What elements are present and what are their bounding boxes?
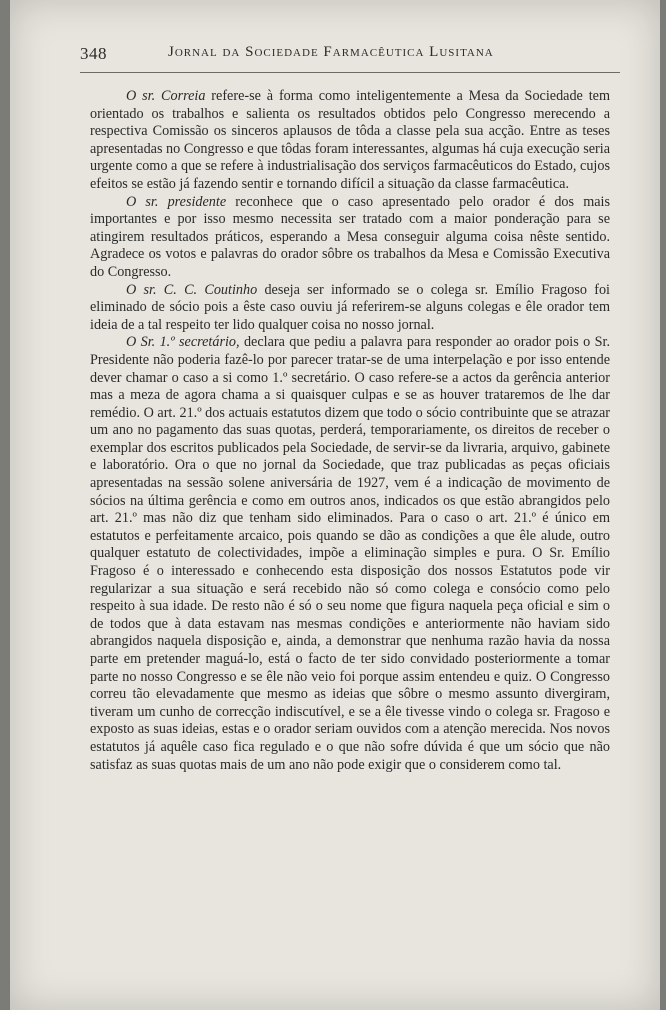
speaker-name: O sr. C. C. Coutinho	[126, 281, 258, 298]
speaker-name: O sr. Correia	[126, 88, 206, 104]
paragraph-text: reconhece que o caso apresentado pelo orador é dos mais importantes e por isso mesmo necessita ser tratado com a maior ponderação para se atingirem resultados práticos, esperando a Mesa conseguir alguma coisa nêste sentido. Agradece os votos e palavras do orador sôbre os trabalhos da Mesa e Comissão Executiva do Congresso.	[90, 193, 610, 280]
paragraph	[90, 194, 610, 282]
paragraph-text: deseja ser informado se o colega sr. Emílio Fragoso foi eliminado de sócio pois a êste caso ouviu já referirem-se alguns colegas e êle orador tem ideia de a tal respeito ter lido qualquer coisa no nosso jornal.	[90, 281, 610, 333]
speaker-name: O Sr. 1.º secretário,	[126, 334, 240, 351]
page-header	[80, 38, 620, 73]
document-page	[10, 0, 660, 1010]
speaker-name: O sr. presidente	[126, 193, 227, 210]
paragraph-text: refere-se à forma como inteligentemente a Mesa da Sociedade tem orientado os trabalhos e salienta os resultados obtidos pelo Congresso merecendo a respectiva Comissão os sinceros aplausos de tôda a classe pela sua acção. Entre as teses apresentadas no Congresso e que tôdas foram interessantes, algumas há cuja execução seria urgente como a que se refere à industrialisação dos serviços farmacêuticos do Estado, cujos efeitos se estão já fazendo sentir e tornando difícil a situação da classe farmacêutica.	[90, 88, 610, 192]
paragraph	[90, 88, 610, 194]
paragraph	[90, 334, 610, 774]
paragraph	[90, 282, 610, 335]
article-body	[90, 88, 610, 774]
journal-title: Jornal da Sociedade Farmacêutica Lusitana	[168, 44, 494, 60]
paragraph-text: declara que pediu a palavra para responder ao orador pois o Sr. Presidente não poderia fazê-lo por parecer tratar-se de uma interpelação e por isso entende dever chamar o caso a si como 1.º secretário. O caso refere-se a actos da gerência anterior mas a meza de agora chama a si quaisquer culpas e se as houver trataremos de lhe dar remédio. O art. 21.º dos actuais estatutos dizem que todo o sócio contribuinte que se atrazar um ano no pagamento das suas quotas, perderá, temporariamente, os direitos de receber o exemplar dos escritos publicados pela Sociedade, de servir-se da livraria, arquivo, gabinete e laboratório. Ora o que no jornal da Sociedade, que traz publicadas as peças oficiais apresentadas na sessão solene aniversária de 1927, vem é a indicação de movimento de sócios na última gerência e como em outros anos, indicados os que estão abrangidos pelo art. 21.º mas não diz que tenham sido eliminados. Para o caso o art. 21.º é único em estatutos e perfeitamente arcaico, pois quando se dão as condições a que êle alude, outro qualquer estatuto de colectividades, impõe a eliminação simples e pura. O Sr. Emílio Fragoso é o interessado e conhecendo esta disposição dos nossos Estatutos pode vir regularizar a sua situação e será recebido não só como colega e consócio como pelo respeito à sua idade. De resto não é só o seu nome que figura naquela peça oficial e sim o de todos que à data estavam nas mesmas condições e anteriormente não haviam sido abrangidos naquela disposição e, ainda, a demonstrar que nenhuma razão havia da nossa parte em pretender maguá-lo, está o facto de ter sido convidado posteriormente a tomar parte no nosso Congresso e se êle não veio foi porque assim entendeu e quiz. O Congresso correu tão elevadamente que mesmo as ideias que sôbre o mesmo assunto divergiram, tiveram um cunho de correcção indiscutível, e se a êle tivesse vindo o colega sr. Fragoso e exposto as suas ideias, estas e o orador seriam ouvidos com a atenção merecida. Nos novos estatutos já aquêle caso fica regulado e o que não sofre dúvida é que um sócio que não satisfaz as suas quotas mais de um ano não pode exigir que o considerem como tal.	[90, 334, 611, 773]
page-number: 348	[80, 44, 107, 63]
